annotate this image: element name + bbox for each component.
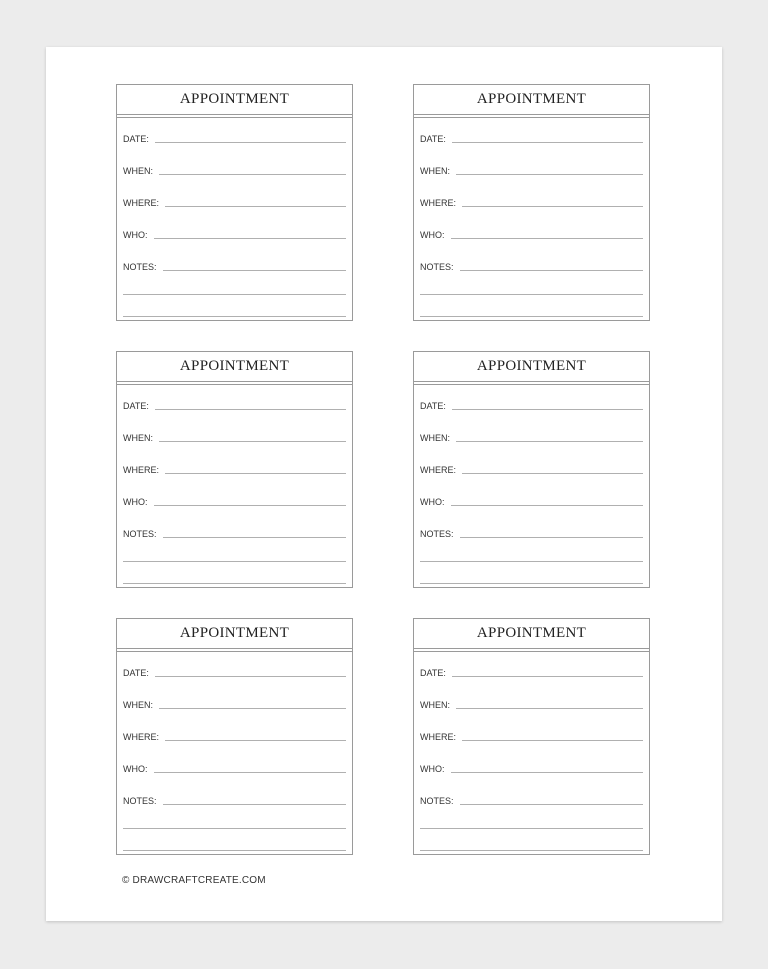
when-label: WHEN: xyxy=(123,700,153,710)
date-line xyxy=(155,409,346,410)
date-field[interactable] xyxy=(123,130,346,144)
printable-page xyxy=(46,47,722,921)
who-line xyxy=(154,505,347,506)
when-line xyxy=(456,174,643,175)
notes-label: NOTES: xyxy=(123,529,157,539)
appointment-card xyxy=(413,618,650,855)
notes-label: NOTES: xyxy=(123,262,157,272)
where-line xyxy=(165,473,346,474)
date-label: DATE: xyxy=(123,134,149,144)
notes-blank-line[interactable] xyxy=(420,316,643,317)
notes-blank-line[interactable] xyxy=(420,294,643,295)
notes-line xyxy=(460,270,643,271)
where-label: WHERE: xyxy=(123,198,159,208)
who-label: WHO: xyxy=(420,764,445,774)
where-label: WHERE: xyxy=(420,465,456,475)
when-field[interactable] xyxy=(420,162,643,176)
notes-blank-line[interactable] xyxy=(420,850,643,851)
who-line xyxy=(451,505,644,506)
title-divider xyxy=(117,117,352,118)
date-field[interactable] xyxy=(123,664,346,678)
when-line xyxy=(456,708,643,709)
where-field[interactable] xyxy=(123,461,346,475)
title-divider xyxy=(414,117,649,118)
notes-line xyxy=(163,804,346,805)
card-title: APPOINTMENT xyxy=(117,85,352,115)
when-label: WHEN: xyxy=(123,433,153,443)
date-field[interactable] xyxy=(420,130,643,144)
where-field[interactable] xyxy=(420,461,643,475)
who-line xyxy=(451,238,644,239)
where-field[interactable] xyxy=(420,194,643,208)
card-title: APPOINTMENT xyxy=(414,619,649,649)
date-line xyxy=(155,676,346,677)
where-label: WHERE: xyxy=(123,732,159,742)
where-field[interactable] xyxy=(123,728,346,742)
notes-field[interactable] xyxy=(420,525,643,539)
who-field[interactable] xyxy=(420,493,643,507)
date-line xyxy=(452,676,643,677)
who-field[interactable] xyxy=(123,493,346,507)
card-title: APPOINTMENT xyxy=(117,352,352,382)
card-title: APPOINTMENT xyxy=(414,352,649,382)
where-line xyxy=(462,206,643,207)
notes-label: NOTES: xyxy=(123,796,157,806)
notes-blank-line[interactable] xyxy=(420,561,643,562)
notes-blank-line[interactable] xyxy=(123,850,346,851)
notes-label: NOTES: xyxy=(420,262,454,272)
who-label: WHO: xyxy=(123,764,148,774)
notes-blank-line[interactable] xyxy=(123,828,346,829)
who-label: WHO: xyxy=(420,497,445,507)
when-line xyxy=(159,174,346,175)
date-line xyxy=(452,409,643,410)
appointment-card xyxy=(413,351,650,588)
notes-blank-line[interactable] xyxy=(123,561,346,562)
when-label: WHEN: xyxy=(420,433,450,443)
when-field[interactable] xyxy=(123,429,346,443)
appointment-card xyxy=(116,84,353,321)
notes-line xyxy=(163,537,346,538)
where-label: WHERE: xyxy=(420,198,456,208)
date-field[interactable] xyxy=(420,664,643,678)
when-field[interactable] xyxy=(123,162,346,176)
notes-line xyxy=(460,804,643,805)
when-label: WHEN: xyxy=(123,166,153,176)
when-label: WHEN: xyxy=(420,700,450,710)
who-label: WHO: xyxy=(420,230,445,240)
notes-label: NOTES: xyxy=(420,796,454,806)
title-divider xyxy=(414,384,649,385)
date-field[interactable] xyxy=(123,397,346,411)
notes-blank-line[interactable] xyxy=(420,583,643,584)
date-label: DATE: xyxy=(123,401,149,411)
who-field[interactable] xyxy=(123,226,346,240)
notes-field[interactable] xyxy=(123,792,346,806)
who-field[interactable] xyxy=(420,226,643,240)
date-field[interactable] xyxy=(420,397,643,411)
where-field[interactable] xyxy=(420,728,643,742)
appointment-card xyxy=(413,84,650,321)
notes-field[interactable] xyxy=(123,258,346,272)
where-label: WHERE: xyxy=(123,465,159,475)
date-line xyxy=(452,142,643,143)
where-line xyxy=(165,206,346,207)
who-line xyxy=(154,238,347,239)
who-label: WHO: xyxy=(123,497,148,507)
notes-label: NOTES: xyxy=(420,529,454,539)
where-field[interactable] xyxy=(123,194,346,208)
when-line xyxy=(456,441,643,442)
who-label: WHO: xyxy=(123,230,148,240)
where-line xyxy=(462,473,643,474)
date-label: DATE: xyxy=(420,668,446,678)
when-field[interactable] xyxy=(420,696,643,710)
date-label: DATE: xyxy=(420,401,446,411)
card-title: APPOINTMENT xyxy=(117,619,352,649)
who-field[interactable] xyxy=(123,760,346,774)
when-line xyxy=(159,708,346,709)
notes-field[interactable] xyxy=(123,525,346,539)
notes-field[interactable] xyxy=(420,258,643,272)
notes-field[interactable] xyxy=(420,792,643,806)
notes-line xyxy=(460,537,643,538)
card-title: APPOINTMENT xyxy=(414,85,649,115)
where-line xyxy=(165,740,346,741)
notes-blank-line[interactable] xyxy=(123,583,346,584)
date-label: DATE: xyxy=(420,134,446,144)
when-line xyxy=(159,441,346,442)
copyright-footer: © DRAWCRAFTCREATE.COM xyxy=(122,875,266,886)
notes-blank-line[interactable] xyxy=(123,294,346,295)
where-line xyxy=(462,740,643,741)
appointment-card xyxy=(116,618,353,855)
when-field[interactable] xyxy=(123,696,346,710)
when-label: WHEN: xyxy=(420,166,450,176)
when-field[interactable] xyxy=(420,429,643,443)
who-field[interactable] xyxy=(420,760,643,774)
who-line xyxy=(154,772,347,773)
notes-line xyxy=(163,270,346,271)
notes-blank-line[interactable] xyxy=(123,316,346,317)
who-line xyxy=(451,772,644,773)
where-label: WHERE: xyxy=(420,732,456,742)
title-divider xyxy=(414,651,649,652)
date-label: DATE: xyxy=(123,668,149,678)
title-divider xyxy=(117,651,352,652)
date-line xyxy=(155,142,346,143)
notes-blank-line[interactable] xyxy=(420,828,643,829)
appointment-card xyxy=(116,351,353,588)
title-divider xyxy=(117,384,352,385)
